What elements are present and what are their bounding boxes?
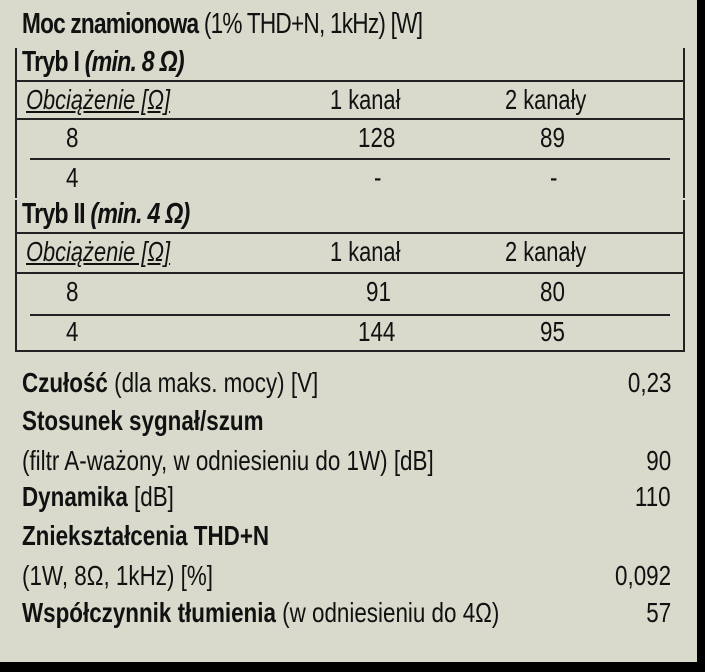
mode-1-header-rule — [15, 118, 685, 120]
mode-2-row-rule — [30, 314, 670, 316]
title-bold: Moc znamionowa — [22, 8, 199, 40]
panel-title — [22, 8, 422, 41]
sensitivity-name: Czułość — [22, 367, 108, 398]
mode-1-title — [22, 46, 184, 79]
mode-1-row-1-1ch: 128 — [358, 122, 396, 153]
mode-1-col-load: Obciążenie [Ω] — [26, 84, 171, 115]
damping-label — [22, 597, 499, 629]
mode-1-row-2-1ch: - — [374, 162, 382, 193]
damping-value: 57 — [646, 597, 671, 628]
snr-label: Stosunek sygnał/szum — [22, 405, 264, 436]
mode-1-row-2-load: 4 — [66, 162, 79, 193]
mode-1-row-rule — [30, 158, 670, 160]
mode-2-title — [22, 198, 189, 231]
mode-2-row-1-1ch: 91 — [366, 276, 391, 307]
sensitivity-value: 0,23 — [627, 367, 671, 398]
dynamics-label — [22, 481, 174, 513]
title-rest: (1% THD+N, 1kHz) [W] — [198, 8, 423, 40]
damping-note: (w odniesieniu do 4Ω) — [275, 597, 500, 628]
mode-2-name: Tryb II — [22, 198, 91, 230]
mode-1-row-1-load: 8 — [66, 122, 79, 153]
mode-2-col-2ch: 2 kanały — [505, 236, 587, 267]
mode-2-col-load: Obciążenie [Ω] — [26, 236, 171, 267]
damping-name: Współczynnik tłumienia — [22, 597, 276, 628]
sensitivity-label — [22, 367, 318, 399]
thd-label: Zniekształcenia THD+N — [22, 520, 270, 551]
mode-2-row-2-1ch: 144 — [358, 316, 396, 347]
mode-2-row-1-2ch: 80 — [540, 276, 565, 307]
mode-2-row-2-load: 4 — [66, 316, 79, 347]
mode-2-col-1ch: 1 kanał — [330, 236, 401, 267]
thd-value: 0,092 — [614, 560, 671, 591]
mode-1-condition: (min. 8 Ω) — [84, 46, 184, 78]
dynamics-unit: [dB] — [127, 481, 174, 512]
mode-2-row-2-2ch: 95 — [540, 316, 565, 347]
mode-1-title-rule — [15, 80, 685, 82]
mode-1-row-1-2ch: 89 — [540, 122, 565, 153]
mode-2-title-rule — [15, 232, 685, 234]
thd-sub: (1W, 8Ω, 1kHz) [%] — [22, 560, 214, 591]
sensitivity-unit: (dla maks. mocy) [V] — [107, 367, 319, 398]
dynamics-value: 110 — [635, 481, 671, 512]
mode-1-row-2-2ch: - — [550, 162, 558, 193]
mode-2-bottom-rule — [15, 350, 685, 352]
mode-1-name: Tryb I — [22, 46, 85, 78]
mode-1-col-1ch: 1 kanał — [330, 84, 401, 115]
dynamics-name: Dynamika — [22, 481, 128, 512]
mode-2-row-1-load: 8 — [66, 276, 79, 307]
mode-1-col-2ch: 2 kanały — [505, 84, 587, 115]
snr-value: 90 — [646, 445, 671, 476]
mode-2-condition: (min. 4 Ω) — [90, 198, 190, 230]
mode-2-header-rule — [15, 272, 685, 274]
snr-sub: (filtr A-ważony, w odniesieniu do 1W) [dB] — [22, 445, 434, 476]
